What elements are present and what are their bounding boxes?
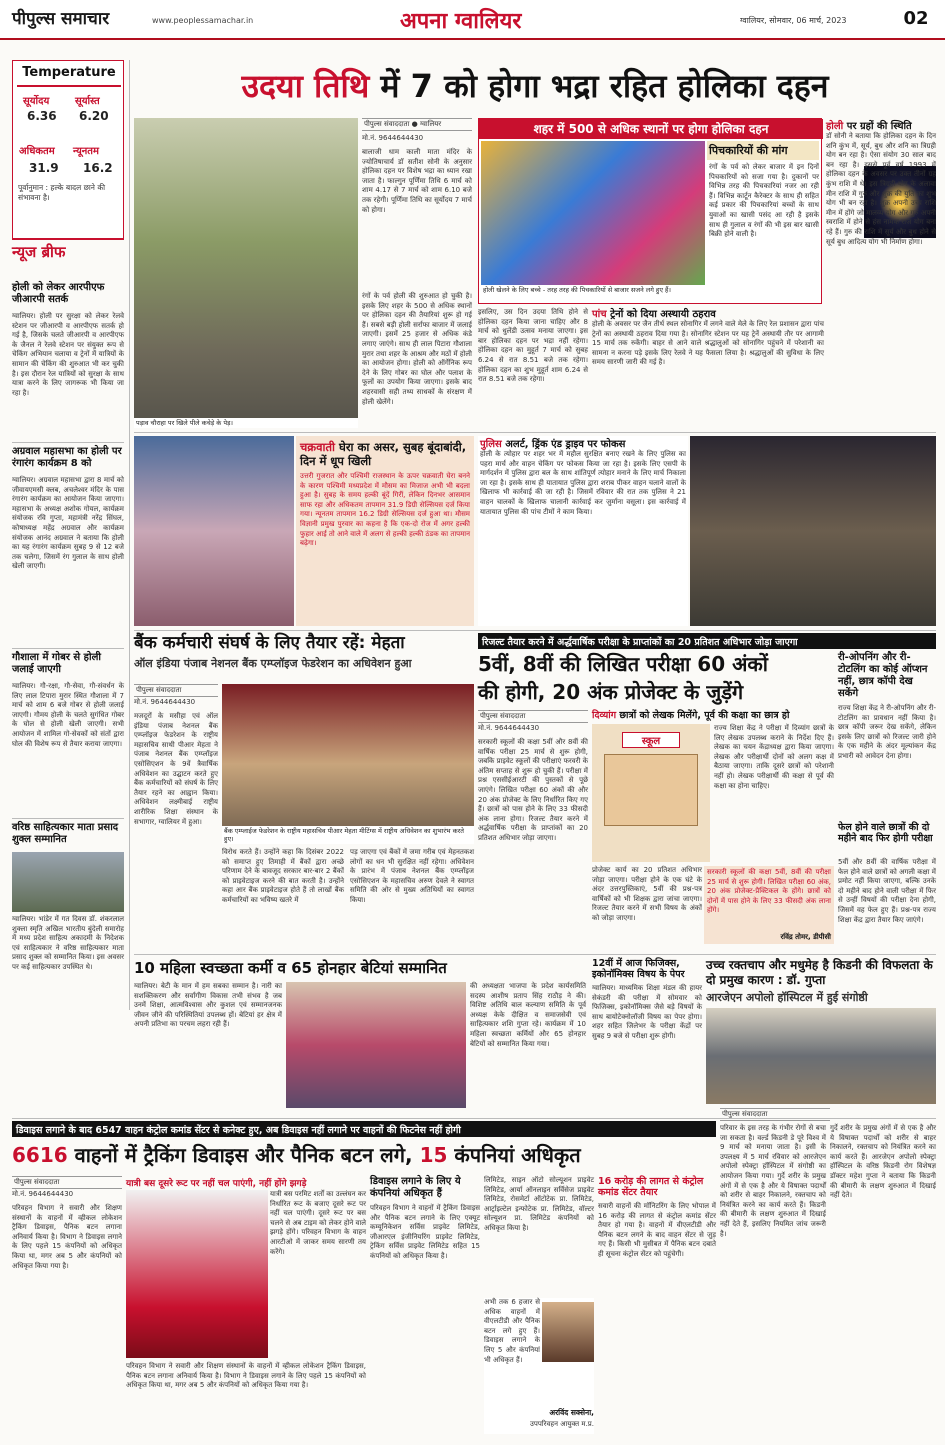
gps-col3: परिवहन विभाग ने वाहनों में ट्रैकिंग डिवाइस और पैनिक बटन लगाने के लिए एक्यूट कम्यूनिकेशन सर्विस प्राइवेट लिमिटेड, जीआरएल इंजीनियरिंग प्राइवेट लिमिटेड, ट्रेकिंग सर्विस प्राइवेट लिमिटेड सहित 15 कंपनियों को अधिकृत किया है। bbox=[370, 1204, 480, 1260]
weather-box bbox=[12, 60, 124, 240]
police-lead: पुलिस bbox=[480, 439, 502, 450]
byline-city: ग्वालियर bbox=[420, 120, 442, 128]
exam-body: सरकारी स्कूलों की कक्षा 5वीं और 8वीं की वार्षिक परीक्षा 25 मार्च से शुरू होगी, जबकि प्राइवेट स्कूलों की परीक्षाएं फरवरी के अंतिम सप्ताह से शुरू हो चुकी हैं। परीक्षा में प्रश्न एससीईआरटी की पुस्तकों से पूछे जाएंगे। लिखित परीक्षा 60 अंकों की और 20 अंक प्रोजेक्ट के लिए निर्धारित किए गए हैं। छात्रों को पास होने के लिए 33 फीसदी अंक लाना होगा। रिजल्ट तैयार करने में अर्द्धवार्षिक परीक्षा के प्राप्तांकों का 20 प्रतिशत अधिभार जोड़ा जाएगा। bbox=[478, 738, 588, 842]
forecast: पूर्वानुमान : हल्के बादल छाने की संभावना है। bbox=[18, 183, 106, 202]
women-col1: ग्वालियर। बेटी के मान में हम सबका सम्मान है। नारी का सशक्तिकरण और सर्वांगीण विकास तभी संभव है जब उनमें शिक्षा, आत्मविश्वास और कुशल एवं सम्मानजनक जीवन जीने की परिस्थितियां उपलब्ध हों। बेटियां हर क्षेत्र में अपनी प्रतिभा का परचम लहरा रही हैं। bbox=[134, 982, 282, 1029]
exam-byline bbox=[478, 710, 588, 723]
max-value: 31.9 bbox=[29, 161, 59, 175]
gps-headline-b: वाहनों में ट्रैकिंग डिवाइस और पैनिक बटन लगे, bbox=[67, 1143, 420, 1167]
sunset-value: 6.20 bbox=[79, 109, 109, 123]
gps-headline-d: कंपनियां अधिकृत bbox=[447, 1143, 581, 1167]
holi-stars-rest: पर ग्रहों की स्थिति bbox=[843, 121, 912, 132]
gps-byline-reporter: पीपुल्स संवाददाता bbox=[14, 1178, 60, 1186]
police-headline bbox=[480, 436, 686, 450]
train-body: होली के अवसर पर जैन तीर्थ स्थल सोनागिर में लगने वाले मेले के लिए रेल प्रशासन द्वारा पांच ट्रेनों का अस्थायी ठहराव दिया गया है। सोनागिर स्टेशन पर यह ट्रेनें अस्थायी तौर पर आगामी 15 मार्च तक रुकेंगी। बाहर से आने वाले श्रद्धालुओं को सोनागिर पहुंचने में परेशानी का सामना न करना पड़े इसके लिए रेलवे ने यह फैसला लिया है। श्रद्धालुओं की सुविधा के लिए समय सारणी जारी की गई है। bbox=[592, 320, 824, 367]
quote-box bbox=[484, 1298, 594, 1434]
passenger-body: यात्री बस परमिट शर्तों का उल्लंघन कर निर्धारित रूट के बजाए दूसरे रूट पर नहीं चल पाएंगी। दूसरे रूट पर बस चलने से अब टाइम को लेकर होने वाले झगड़े होंगे। परिवहन विभाग के वाहन आरटीओ में जाकर समय सारणी तय करेंगे। bbox=[270, 1190, 366, 1256]
holika-headline-a: उदया तिथि bbox=[241, 67, 370, 105]
holi-stars-headline bbox=[826, 118, 936, 132]
divyang-rest: छात्रों को लेखक मिलेंगे, पूर्व की कक्षा का छात्र हो bbox=[616, 710, 790, 721]
holi-stars-body: डॉ सोनी ने बताया कि होलिका दहन के दिन शनि कुंभ में, सूर्य, बुध और शनि का त्रिग्रही योग बन रहा है। ऐसा संयोग 30 साल बाद बन रहा है। इससे पूर्व वर्ष 1993 में होलिका दहन के अवसर पर उक्त तीनों ग्रह कुंभ राशि में थे। इस त्रिग्रही योग के अलावा मीन राशि में गुरु और शुक्र की युति का शुभ योग भी बन रहा है। शुक्र अपनी उच्च राशि मीन में होंगे जो मालव्य योग और गुरु अपनी स्वराशि में होने से हंस नामक राज योग बना रहे हैं। गुरु की राशि में सूर्य और बुध होने से सूर्य बुध आदित्य योग भी निर्माण होगा। bbox=[826, 132, 936, 246]
min-label: न्यूनतम bbox=[73, 146, 99, 157]
award-photo bbox=[12, 852, 124, 912]
exam-kicker: रिजल्ट तैयार करने में अर्द्धवार्षिक परीक्षा के प्राप्तांकों का 20 प्रतिशत अधिभार जोड़ा जाएगा bbox=[478, 633, 936, 649]
cyclone-headline bbox=[300, 440, 470, 468]
kidney-photo bbox=[706, 1008, 936, 1104]
gps-col1: परिवहन विभाग ने सवारी और शिक्षण संस्थानों के वाहनों में व्हीकल लोकेशन ट्रैकिंग डिवाइस, पैनिक बटन लगाना अनिवार्य किया है। विभाग ने डिवाइस लगाने के लिए पहले 15 कंपनियों को अधिकृत किया था, मगर अब 5 और कंपनियों को अधिकृत किया गया है। bbox=[12, 1204, 122, 1270]
bank-caption: बैंक एम्प्लाईज फेडरेशन के राष्ट्रीय महासचिव पीआर मेहता मीटिंग्स में राष्ट्रीय अधिवेशन का शुभारंभ करते हुए। bbox=[222, 826, 474, 844]
bank-byline bbox=[134, 684, 218, 697]
train-rest: ट्रेनों को दिया अस्थायी ठहराव bbox=[606, 309, 716, 320]
brief-headline-4: वरिष्ठ साहित्यकार माता प्रसाद शुक्ल सम्मानित bbox=[12, 822, 119, 845]
cyclone-body: उत्तरी गुजरात और पश्चिमी राजस्थान के ऊपर चक्रवाती घेरा बनने के कारण पश्चिमी मध्यप्रदेश में मौसम का मिजाज अभी भी बदला हुआ है। सुबह के समय हल्की बूंदें गिरीं, लेकिन दिनभर आसमान साफ रहा और अधिकतम तापमान 31.9 डिग्री सेल्सियस दर्ज किया गया। न्यूनतम तापमान 16.2 डिग्री सेल्सियस दर्ज हुआ था। मौसम विज्ञानी प्रमुख पुरवार का कहना है कि एक-दो रोज में अगर हल्की फुहार आई तो आने वाले में अलग से हल्की हल्की ठंडक का तापमान बढ़ेगा। bbox=[300, 472, 470, 548]
holi-stars-lead: होली bbox=[826, 121, 844, 132]
bank-col1: मजदूरों के मसीहा एवं ऑल इंडिया पंजाब नेशनल बैंक एम्प्लॉइज फेडरेशन के राष्ट्रीय महासचिव साथी पीआर मेहता ने पंजाब नेशनल बैंक एम्प्लॉइज एसोसिएशन के 9वें त्रैवार्षिक अधिवेशन का उद्घाटन करते हुए बैंक कर्मचारियों को संघर्ष के लिए तैयार रहने का आह्वान किया। अधिवेशन लक्ष्मीबाई राष्ट्रीय शारीरिक शिक्षा संस्थान के सभागार, ग्वालियर में हुआ। bbox=[134, 712, 218, 826]
bank-mobile: मो.नं. 9644644430 bbox=[134, 698, 196, 706]
shehar-sub: पिचकारियों की मांग bbox=[707, 141, 819, 160]
photo-caption: पड़ाव चौराहा पर खिले पीले कचेड़े के पेड़। bbox=[134, 418, 358, 428]
physics-headline: 12वीं में आज फिजिक्स, इकोनॉमिक्स विषय के पेपर bbox=[592, 958, 685, 980]
column-divider bbox=[129, 60, 130, 1010]
gps-headline-a: 6616 bbox=[12, 1143, 68, 1167]
gps-headline bbox=[12, 1142, 716, 1168]
max-label: अधिकतम bbox=[19, 146, 55, 157]
brief-headline-1: होली को लेकर आरपीएफ जीआरपी सतर्क bbox=[12, 282, 105, 305]
gps-col2: परिवहन विभाग ने सवारी और शिक्षण संस्थानों के वाहनों में व्हीकल लोकेशन ट्रैकिंग डिवाइस, पैनिक बटन लगाना अनिवार्य किया है। विभाग ने डिवाइस लगाने के लिए पहले 15 कंपनियों को अधिकृत किया था, मगर अब 5 और कंपनियों को अधिकृत किया गया है। bbox=[126, 1362, 366, 1390]
reopen-sub: फेल होने वाले छात्रों की दो महीने बाद फिर होगी परीक्षा bbox=[838, 822, 933, 844]
sun-icon bbox=[17, 85, 121, 87]
kidney-col2: गुर्दे शरीर के प्रमुख अंगों में से एक है और ये विषाक्त पदार्थों को शरीर से बाहर निकालने, रक्तचाप को नियंत्रित करने का कार्य करते हैं। आरजेएन अपोलो स्पेक्ट्रा हॉस्पिटल के वरिष्ठ किडनी रोग विशेषज्ञ डॉक्टर महेश गुप्ता ने बताया कि किडनी की बीमारी के लक्षण शुरुआत में दिखाई नहीं देते। bbox=[830, 1124, 936, 1200]
reopen-body-1: राज्य शिक्षा केंद्र ने री-ओपनिंग और री-टोटलिंग का प्रावधान नहीं किया है। छात्र कॉपी जरूर देख सकेंगे, लेकिन इसके लिए छात्रों को रिजल्ट जारी होने के एक महीने के अंदर मूल्यांकन केंद्र प्रभारी को आवेदन देना होगा। bbox=[838, 704, 936, 760]
page-number: 02 bbox=[896, 8, 936, 34]
paper-url[interactable]: www.peoplessamachar.in bbox=[152, 16, 254, 25]
brief-headline-2: अग्रवाल महासभा का होली पर रंगारंग कार्यक्रम 8 को bbox=[12, 446, 122, 469]
cyclone-lead: चक्रवाती bbox=[300, 440, 336, 454]
brief-body-4: ग्वालियर। भांडेर में गत दिवस डॉ. शंकरलाल शुक्ला स्मृति अखिल भारतीय बुंदेली समारोह में मध्य प्रदेश साहित्य अकादमी के निदेशक एवं साहित्यकार ने वरिष्ठ साहित्यकार माता प्रसाद शुक्ल को सम्मानित किया। इस अवसर पर कई साहित्यकार उपस्थित थे। bbox=[12, 915, 124, 971]
women-photo bbox=[286, 982, 466, 1108]
divyang-headline bbox=[592, 708, 834, 721]
pichkari-caption: होली खेलने के लिए बच्चे - तरह तरह की पिचकारियों से बाजार सजने लगे हुए हैं। bbox=[481, 285, 705, 295]
kidney-byline bbox=[720, 1108, 830, 1121]
police-box bbox=[478, 436, 688, 626]
sunrise-value: 6.36 bbox=[27, 109, 57, 123]
police-photo bbox=[690, 436, 936, 626]
exam-note-box bbox=[704, 866, 834, 944]
exam-byline-reporter: पीपुल्स संवाददाता bbox=[480, 712, 526, 720]
reopen-body-2: 5वीं और 8वीं की वार्षिक परीक्षा में फेल होने वाले छात्रों को अगली कक्षा में प्रमोट नहीं किया जाएगा, बल्कि उनके दो महीने बाद होने वाली परीक्षा में फिर से उन्हीं विषयों की परीक्षा देना होगी, जिसमें वह फेल हुए हैं। प्रश्न-पत्र राज्य शिक्षा केंद्र द्वारा तैयार किए जाएंगे। bbox=[838, 858, 936, 924]
divider bbox=[134, 630, 936, 631]
gps-col4: लिमिटेड, साइन ऑटो सोल्यूशन प्राइवेट लिमिटेड, आर्या ऑनलाइन सर्विसेज प्राइवेट लिमिटेड, रोसमेर्टा ऑटोटेक प्रा. लिमिटेड, आर्ट्राइल्टेल इन्फोटेक प्रा. लिमिटेड, वॉल्टर सोल्यूशन प्रा. लिमिटेड कंपनियों को अधिकृत किया है। bbox=[484, 1176, 594, 1232]
byline-reporter: पीपुल्स संवाददाता bbox=[364, 120, 410, 128]
passenger-headline: यात्री बस दूसरे रूट पर नहीं चल पाएंगी, नहीं होंगे झगड़े bbox=[126, 1179, 307, 1189]
shehar-body: रंगों के पर्व को लेकर बाजार में इन दिनों पिचकारियों को सजा गया है। दुकानों पर विभिन्न तरह की पिचकारियां नजर आ रही हैं। विभिन्न कार्टून कैरेक्टर के साथ ही सहित कई प्रकार की पिचकारियां बच्चों के साथ युवाओं का खासी पसंद आ रही है इसके साथ ही गुलाल व रंगों की भी इस बार खासी बिक्री होने वाली है। bbox=[709, 163, 819, 239]
paper-name: पीपुल्स समाचार bbox=[12, 9, 110, 29]
masthead bbox=[0, 0, 945, 40]
holika-headline-b: में 7 को होगा भद्रा रहित होलिका दहन bbox=[369, 67, 829, 105]
quote-text: अभी तक 6 हजार से अधिक वाहनों में वीएलटीडी और पैनिक बटन लगे हुए हैं। डिवाइस लगाने के लिए 5 और कंपनियां भी अधिकृत हैं। bbox=[484, 1298, 540, 1364]
gps-headline-c: 15 bbox=[419, 1143, 448, 1167]
shehar-banner: शहर में 500 से अधिक स्थानों पर होगा होलिका दहन bbox=[479, 119, 823, 139]
sunrise-label: सूर्योदय bbox=[23, 96, 50, 107]
physics-body: ग्वालियर। माध्यमिक शिक्षा मंडल की हायर सेकंडरी की परीक्षा में सोमवार को फिजिक्स, इकोनॉमिक्स जैसे बड़े विषयों के साथ बायोटेक्नोलॉजी विषय का पेपर होगा। शहर सहित जिलेभर के परीक्षा केंद्रों पर सुबह 9 बजे से परीक्षा शुरू होगी। bbox=[592, 984, 702, 1040]
brief-headline-3: गौशाला में गोबर से होली जलाई जाएगी bbox=[12, 652, 101, 675]
school-illustration bbox=[592, 724, 710, 862]
holika-headline bbox=[135, 62, 935, 112]
divyang-lead: दिव्यांग bbox=[592, 710, 617, 721]
women-col2: की अध्यक्षता भाजपा के प्रदेश कार्यसमिति सदस्य आशीष प्रताप सिंह राठौड़ ने की। विशिष्ट अतिथि बाल कल्याण समिति के पूर्व अध्यक्ष केके दीक्षित व समाजसेवी एवं साहित्यकार शशि गुप्ता रहे। कार्यक्रम में 10 महिला स्वच्छता कर्मियों और 65 होनहार बेटियों को सम्मानित किया गया। bbox=[470, 982, 586, 1048]
train-lead: पांच bbox=[592, 309, 607, 320]
dateline: ग्वालियर, सोमवार, 06 मार्च, 2023 bbox=[740, 16, 847, 25]
divider bbox=[12, 818, 124, 819]
divider bbox=[12, 648, 124, 649]
street-photo bbox=[134, 118, 358, 428]
school-building-icon bbox=[604, 754, 698, 826]
quote-name: अरविंद सक्सेना, bbox=[549, 1408, 594, 1417]
kidney-headline: उच्च रक्तचाप और मधुमेह है किडनी की विफलता के दो प्रमुख कारण : डॉ. गुप्ता bbox=[706, 958, 933, 987]
exam-headline-2: की होगी, 20 अंक प्रोजेक्ट के जुड़ेंगे bbox=[478, 680, 744, 704]
min-value: 16.2 bbox=[83, 161, 113, 175]
divyang-body: राज्य शिक्षा केंद्र ने परीक्षा में दिव्यांग छात्रों के लिए लेखक उपलब्ध कराने के निर्देश दिए हैं। लेखक का चयन केंद्राध्यक्ष द्वारा किया जाएगा। लेखक और परीक्षार्थी दोनों को अलग कक्ष में बैठाया जाएगा। ताकि दूसरे छात्रों को परेशानी नहीं हो। लेखक परीक्षार्थी की कक्षा से पूर्व की कक्षा का होना चाहिए। bbox=[714, 724, 834, 790]
bank-byline-reporter: पीपुल्स संवाददाता bbox=[136, 686, 182, 694]
kidney-col1: परिवार के इस तरह के गंभीर रोगों से बचा जा सकता है। वर्ल्ड किडनी डे पूरे विश्व में 9 मार्च को मनाया जाता है। इसी के उपलक्ष्य में 5 मार्च रविवार को आरजेएन अपोलो स्पेक्ट्रा हॉस्पिटल में संगोष्ठी का आयोजन किया गया। गुर्दे शरीर के प्रमुख अंगों में से एक है और ये विषाक्त पदार्थों को शरीर से बाहर निकालने, रक्तचाप को नियंत्रित करने का कार्य करते हैं। किडनी की बीमारी के लक्षण शुरुआत में दिखाई नहीं देते हैं, इसलिए नियमित जांच जरूरी है। bbox=[720, 1124, 826, 1238]
holika-col2: बालाजी धाम काली माता मंदिर के ज्योतिषाचार्य डॉ सतीश सोनी के अनुसार होलिका दहन पर विशेष भद्रा का ध्यान रखा जाता है। फाल्गुन पूर्णिमा तिथि 6 मार्च को शाम 4.17 से 7 मार्च को शाम 6.10 बजे तक रहेगी। पूर्णिमा तिथि का सूर्योदय 7 मार्च को होगा। bbox=[362, 148, 472, 214]
exam-col-b: प्रोजेक्ट कार्य का 20 प्रतिशत अधिभार जोड़ा जाएगा। परीक्षा होने के एक घंटे के अंदर उत्तरपुस्तिकाएं, 5वीं की प्रश्न-पत्र वार्षिकों को भी शिक्षक द्वारा जांचा जाएगा। रिजल्ट तैयार करने में सभी विषय के अंकों को जोड़ा जाएगा। bbox=[592, 866, 702, 922]
kidney-subhead: आरजेएन अपोलो हॉस्पिटल में हुई संगोष्ठी bbox=[706, 991, 868, 1004]
crore-headline: 16 करोड़ की लागत से कंट्रोल कमांड सेंटर तैयार bbox=[598, 1176, 704, 1198]
bank-col2: विरोध करते हैं। उन्होंने कहा कि दिसंबर 2022 को समाप्त हुए तिमाही में बैंकों द्वारा अच्छे परिणाम देने के बावजूद सरकार बार-बार 2 बैंकों को प्राइवेटाइज करने की बात करती है। उन्होंने कहा आर बैंक प्राइवेटाइज होते हैं तो लाखों बैंक कर्मचारियों का भविष्य खतरे में bbox=[222, 848, 344, 904]
officer-photo bbox=[542, 1302, 594, 1362]
shehar-box bbox=[478, 118, 822, 304]
exam-note-author: रविंद्र तोमर, डीपीसी bbox=[780, 933, 831, 941]
police-rest: अलर्ट, ड्रिंक एंड ड्राइव पर फोकस bbox=[501, 439, 626, 450]
gps-mobile: मो.नं. 9644644430 bbox=[12, 1190, 74, 1198]
exam-mobile: मो.नं. 9644644430 bbox=[478, 724, 540, 732]
bank-subhead: ऑल इंडिया पंजाब नेशनल बैंक एम्प्लॉइज फेडरेशन का अधिवेशन हुआ bbox=[134, 657, 412, 670]
brief-body-3: ग्वालियर। गौ-रक्षा, गौ-सेवा, गौ-संवर्धन के लिए लाल टिपारा मुरार स्थित गौशाला में 7 मार्च को शाम 6 बजे गोबर से होली जलाई जाएगी। गौमय होली के चलते सुगंधित गोबर के घोल से होली खेली जाएगी। सभी आयोजन में शामिल गो-सेवकों को संतों द्वारा घोल की विशेष रूप से तैयार कराया जाएगा। bbox=[12, 682, 124, 748]
bank-col3: पड़ जाएगा एवं बैंकों में जमा गरीब एवं मेहनतकश लोगों का धन भी सुरक्षित नहीं रहेगा। अधिवेशन के प्रारंभ में पंजाब नेशनल बैंक एम्प्लॉइज एसोसिएशन के महासचिव अरुण देवले ने स्वागत समिति की ओर से मुख्य अतिथियों का स्वागत किया। bbox=[350, 848, 474, 904]
exam-headline-1: 5वीं, 8वीं की लिखित परीक्षा 60 अंकों bbox=[478, 652, 768, 676]
crore-body: सवारी वाहनों की मॉनिटरिंग के लिए भोपाल में 16 करोड़ की लागत से कंट्रोल कमांड सेंटर तैयार हो गया है। वाहनों में वीएलटीडी और पैनिक बटन लगने के बाद वाहन सेंटर से जुड़ गए हैं। किसी भी मुसीबत में पैनिक बटन दबाते ही सूचना कंट्रोल सेंटर को पहुंचेगी। bbox=[598, 1202, 716, 1258]
gps-col3-head: डिवाइस लगाने के लिए ये कंपनियां अधिकृत हैं bbox=[370, 1176, 461, 1199]
gps-byline bbox=[12, 1176, 122, 1189]
holika-col1: रंगों के पर्व होली की शुरुआत हो चुकी है। इसके लिए शहर के 500 से अधिक स्थानों पर होलिका दहन की तैयारियां शुरू हो गई हैं। सबसे बड़ी होली सर्राफा बाजार में जलाई जाएगी। इसमें 25 हजार से अधिक कंडे लगाए जाएंगे। साथ ही लाल पिटारा गौशाला मुरार तथा शहर के आश्रम और मठों में होली का आयोजन होगा। होली को ऑर्गेनिक रूप देने के लिए गोबर का घोल और पलाश के फूलों का उपयोग किया जाएगा। इसके बाद शहरवासी सही तथ्य साधकों के संरक्षण में होली खेलेंगे। bbox=[362, 292, 472, 406]
brief-body-2: ग्वालियर। अग्रवाल महासभा द्वारा 8 मार्च को जीवायएमसी क्लब, अचलेश्वर मंदिर के पास रंगारंग कार्यक्रम का आयोजन किया जाएगा। महासभा के अध्यक्ष अशोक गोयल, कार्यक्रम संयोजक रवि गुप्ता, महामंत्री नरेंद्र सिंघल, कोषाध्यक्ष महेंद्र अग्रवाल और कार्यक्रम संयोजक आनंद अग्रवाल ने बताया कि होली का यह रंगारंग कार्यक्रम सुबह 9 से 12 बजे तक चलेगा, जिसमें रंग गुलाल के साथ होली खेली जाएगी। bbox=[12, 476, 124, 571]
divider bbox=[134, 954, 936, 955]
bank-photo bbox=[222, 684, 474, 844]
exam-note: सरकारी स्कूलों की कक्षा 5वीं, 8वीं की परीक्षा 25 मार्च से शुरू होगी। लिखित परीक्षा 60 अंक, 20 अंक प्रोजेक्ट-प्रैक्टिकल के होंगे। छात्रों को दोनों में पास होने के लिए 33 फीसदी अंक लाना होंगे। bbox=[707, 868, 831, 915]
cyclone-box bbox=[296, 436, 474, 626]
panic-button-photo bbox=[126, 1190, 268, 1358]
cyclone-rest: घेरा का असर, सुबह बूंदाबांदी, दिन में धूप खिली bbox=[300, 440, 467, 468]
quote-role: उपपरिवहन आयुक्त म.प्र. bbox=[530, 1420, 594, 1428]
gps-kicker: डिवाइस लगाने के बाद 6547 वाहन कंट्रोल कमांड सेंटर से कनेक्ट हुए, अब डिवाइस नहीं लगाने पर वाहनों की फिटनेस नहीं होगी bbox=[12, 1121, 716, 1137]
pichkari-photo bbox=[481, 141, 705, 295]
divider bbox=[12, 442, 124, 443]
sunset-label: सूर्यास्त bbox=[75, 96, 100, 107]
brief-body-1: ग्वालियर। होली पर सुरक्षा को लेकर रेलवे स्टेशन पर जीआरपी व आरपीएफ सतर्क हो गई है, जिसके चलते जीआरपी व आरपीएफ के जैनल ने रेलवे स्टेशन पर संयुक्त रूप से चेकिंग अभियान चलाया व ट्रेनों में यात्रियों के सामान की चेकिंग की शुरुआत भी कर चुकी है। इस दौरान रेल यात्रियों को सुरक्षा के साथ यात्रा करने के लिए जागरूक भी किया जा रहा है। bbox=[12, 312, 124, 397]
holika-mobile: मो.नं. 9644644430 bbox=[362, 134, 424, 142]
police-body: होली के त्योहार पर शहर भर में महौल सुरक्षित बनाए रखने के लिए पुलिस का पहरा मार्च और वाहन चेकिंग पर फोकस किया जा रहा है। इसके लिए एसपी के मार्गदर्शन में पुलिस द्वारा बल के साथ शांतिपूर्ण त्योहार मनाने के लिए मार्च निकाला जा रहा है। इसके साथ ही यातायात पुलिस द्वारा शराब पीकर वाहन चलाने वालों के खिलाफ भी कार्रवाई की जा रही है। जिसमें रविवार की रात तक पुलिस ने 21 वाहन चालकों के खिलाफ चालानी कार्रवाई कर जुर्माना वसूला। इस कार्रवाई में यातायात पुलिस की पांच टीमों ने काम किया। bbox=[480, 450, 686, 516]
divider bbox=[134, 432, 936, 433]
women-headline: 10 महिला स्वच्छता कर्मी व 65 होनहार बेटियां सम्मानित bbox=[134, 959, 447, 977]
reopen-headline: री-ओपनिंग और री-टोटलिंग का कोई ऑप्शन नहीं, छात्र कॉपी देख सकेंगे bbox=[838, 652, 928, 699]
bank-headline: बैंक कर्मचारी संघर्ष के लिए तैयार रहें: मेहता bbox=[134, 633, 405, 653]
section-title: अपना ग्वालियर bbox=[400, 9, 522, 34]
school-sign: स्कूल bbox=[622, 732, 680, 748]
holika-col3: इसलिए, उस दिन उदया तिथि होने से होलिका दहन किया जाना चाहिए और 8 मार्च को धुलेंडी उत्सव मनाया जाएगा। इस बार होलिका दहन पर भद्रा नहीं रहेगा। होलिका दहन का मुहूर्त 7 मार्च को सुबह 6.24 से रात 8.51 बजे तक रहेगा। होलिका दहन का शुभ मुहूर्त शाम 6.24 से रात 8.51 बजे तक रहेगा। bbox=[478, 308, 588, 384]
umbrella-photo bbox=[134, 436, 294, 626]
train-headline bbox=[592, 306, 932, 320]
kidney-byline-reporter: पीपुल्स संवाददाता bbox=[722, 1110, 768, 1118]
holika-byline: पीपुल्स संवाददाता ● ग्वालियर bbox=[362, 118, 472, 131]
weather-title: Temperature bbox=[22, 65, 116, 80]
news-brief-title: न्यूज ब्रीफ bbox=[12, 238, 124, 262]
